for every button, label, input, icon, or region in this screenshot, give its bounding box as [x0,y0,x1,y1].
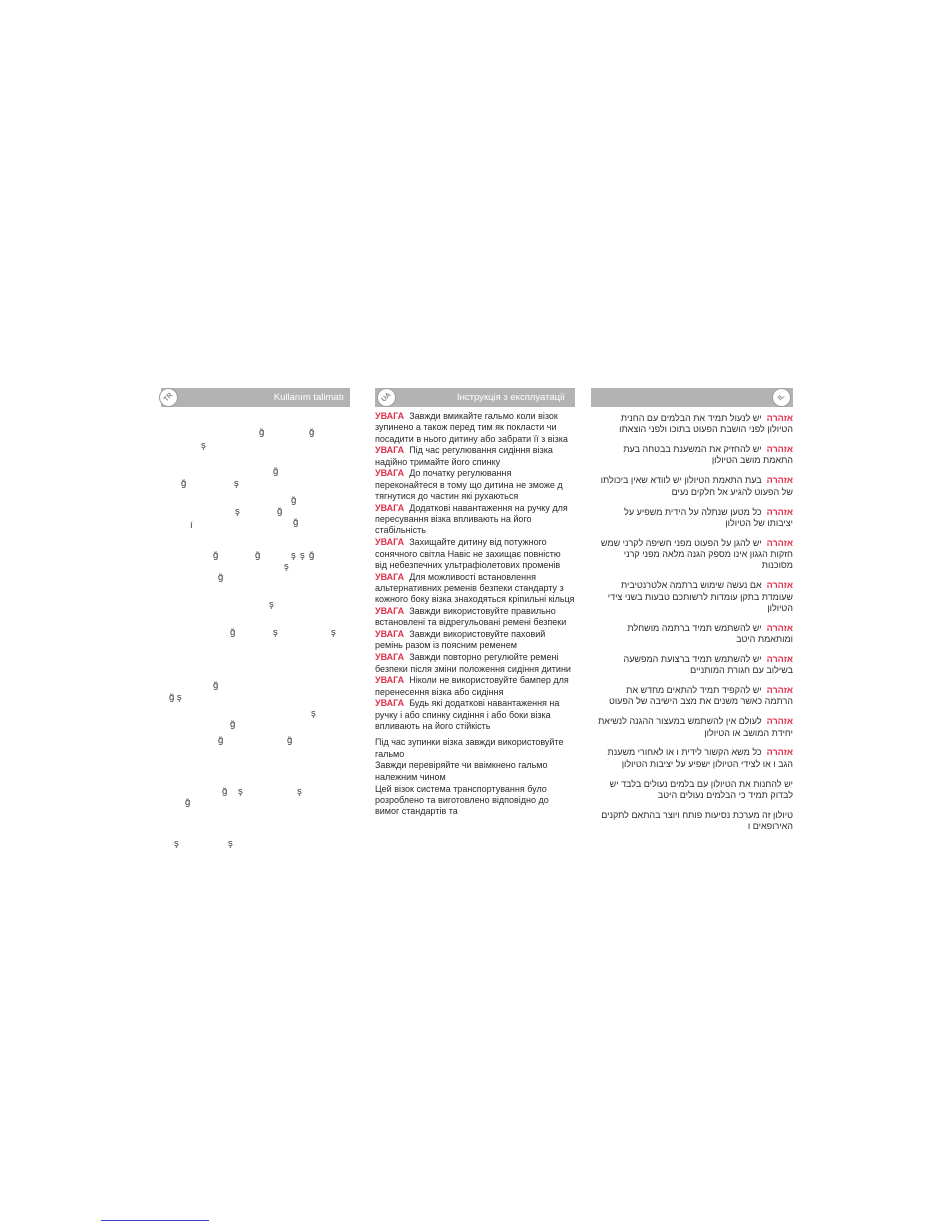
tr-glyph: ş [269,599,274,610]
tr-glyph: ğ [277,506,283,517]
warning-text: Захищайте дитину від потужного сонячного світла Навіс не захищає повністю від небезпечних ультрафіолетових променів [375,537,561,570]
ua-header-bar [375,388,575,407]
warning-label: אזהרה [766,444,793,455]
warning-label: УВАГА [375,411,405,421]
warning-label: אזהרה [766,413,793,423]
warning-text: Завжди використовуйте правильно встановлені та відрегульовані ремені безпеки [375,606,567,628]
turkish-column [161,388,350,849]
warning-text: Будь які додаткові навантаження на ручку і або спинку сидіння і або боки візка впливають на його стійкість [375,698,560,732]
tr-glyph: ğ [291,495,297,506]
ua-warning-item [375,411,575,445]
il-warning-item [597,538,793,572]
il-warning-item [597,507,793,530]
warning-text: אם נעשה שימוש ברתמה אלטרנטיבית שעומדת בתקן עומדות לרשותכם טבעות בשני צידי הטיולון [607,580,793,613]
warning-label: אזהרה [766,537,793,548]
tr-glyph: ş [273,627,278,638]
tr-glyph: ğ [293,517,299,528]
tr-glyph: ğ [222,786,228,797]
il-warning-item [597,580,793,614]
warning-text: יש להקפיד תמיד להתאים מחדש את הרתמה כאשר משנים את מצב הישיבה של הפעוט [608,685,793,707]
warning-text: יש להחזיק את המשענת בבטחה בעת התאמת מושב הטיולון [623,444,793,466]
tr-language-badge: TR [155,384,182,411]
warning-label: אזהרה [766,685,793,696]
warning-label: אזהרה [766,716,793,727]
il-note: טיולון זה מערכת נסיעות פותח ויוצר בהתאם לתקנים האירופאים ו [601,809,793,832]
tr-glyph: ğ [255,550,261,561]
ua-warning-item [375,468,575,502]
warning-label: УВАГА [375,468,405,479]
il-warning-item [597,475,793,498]
tr-glyph: ş [228,838,233,849]
warning-text: לעולם אין להשתמש במעצור ההגנה לנשיאת יחידת המושב או הטיולון [598,716,793,738]
tr-glyph: ş [174,838,179,849]
tr-glyph: ğ [259,427,265,438]
warning-label: УВАГА [375,698,405,709]
ua-warning-item [375,675,575,698]
footer-rule [101,1220,209,1221]
tr-glyph: ğ [181,478,187,489]
tr-header-title: Kullanım talimatı [273,392,344,403]
warning-label: УВАГА [375,502,405,513]
tr-glyph: ş [311,708,316,719]
il-warning-item [597,685,793,708]
tr-glyph: ğ [218,735,224,746]
warning-label: УВАГА [375,571,405,582]
warning-text: יש להגן על הפעוט מפני חשיפה לקרני שמש חזקות הגגון אינו מספק הגנה מלאה מפני קרני מסוכנות [600,537,793,571]
ua-warning-item [375,537,575,571]
tr-glyph: ş [238,786,243,797]
warning-label: אזהרה [766,580,793,591]
tr-glyph: ş [234,478,239,489]
warning-label: УВАГА [375,652,405,663]
warning-label: УВАГА [375,606,405,617]
tr-glyph: ğ [273,466,279,477]
warning-label: אזהרה [766,475,793,486]
tr-glyph: ğ [230,719,236,730]
warning-text: Під час регулювання сидіння візка надійно тримайте його спинку [375,445,553,467]
tr-glyph: ş [201,440,206,451]
warning-text: Ніколи не використовуйте бампер для перенесення візка або сидіння [375,675,569,697]
tr-body-text [161,407,350,849]
tr-glyph: ğ [309,550,315,561]
warning-text: Завжди повторно регулюйте ремені безпеки після зміни положення сидіння дитини [375,652,571,674]
tr-glyph: ğ ş [169,692,182,703]
ua-warning-item [375,503,575,537]
warning-text: יש לנעול תמיד את הבלמים עם החנית הטיולון לפני הושבת הפעוט בתוכו ולפני הוצאתו [619,413,793,435]
tr-glyph: ş [331,627,336,638]
ua-body-text [375,411,575,817]
il-warning-item [597,623,793,646]
warning-text: Завжди використовуйте паховий ремінь разом із поясним ременем [375,629,546,651]
warning-text: כל משא הקשור לידית ו או לאחורי משענת הגב ו או לצידי הטיולון ישפיע על יציבות הטיולון [607,747,793,769]
tr-glyph: ğ [185,797,191,808]
ua-warning-item [375,445,575,468]
ua-warning-item [375,606,575,629]
warning-text: בעת התאמת הטיולון יש לוודא שאין ביכולתו של הפעוט להגיע אל חלקים נעים [600,475,793,497]
il-warning-item [597,716,793,739]
ua-warning-item [375,629,575,652]
ua-note: Під час зупинки візка завжди використовуйте гальмо [375,737,564,759]
tr-glyph: ş [291,550,296,561]
warning-label: УВАГА [375,537,405,548]
warning-label: אזהרה [766,747,793,758]
tr-glyph: ş [284,561,289,572]
tr-glyph: ğ [287,735,293,746]
il-note: יש להחנות את הטיולון עם בלמים נעולים בלבד יש לבדוק תמיד כי הבלמים נעולים היטב [609,778,793,800]
ua-warning-item [375,652,575,675]
warning-text: יש להשתמש תמיד ברתמה מושחלת ומותאמת היטב [627,622,793,645]
tr-glyph: ğ [213,550,219,561]
tr-glyph: ş [300,550,305,561]
ua-note: Цей візок система транспортування було розроблено та виготовлено відповідно до вимог стандартів та [375,783,549,817]
warning-label: УВАГА [375,445,405,456]
il-body-text [591,413,793,832]
ua-header-title: Інструкція з експлуатації [457,392,565,403]
ukrainian-column [375,388,575,818]
ua-note: Завжди перевіряйте чи ввімкнено гальмо належним чином [375,760,548,782]
tr-glyph: ğ [218,572,224,583]
ua-warning-item [375,698,575,732]
tr-glyph: í [190,520,193,531]
il-header-bar [591,388,793,407]
il-warning-item [597,444,793,467]
tr-glyph: ğ [309,427,315,438]
warning-text: יש להשתמש תמיד ברצועת המפשעה בשילוב עם חגורת המותניים [623,653,793,676]
warning-text: До початку регулювання переконайтеся в тому що дитина не зможе д тягнутися до частин які рухаються [375,468,563,502]
warning-text: Завжди вмикайте гальмо коли візок зупинено а також перед тим як покласти чи посадити в нього дитину або забрати її з візка [375,411,568,444]
tr-glyph: ğ [213,680,219,691]
tr-glyph: ğ [230,627,236,638]
il-warning-item [597,413,793,436]
tr-glyph: ş [235,506,240,517]
warning-label: אזהרה [766,622,793,633]
warning-label: אזהרה [766,653,793,664]
il-warning-item [597,747,793,770]
tr-glyph: ş [297,786,302,797]
warning-label: אזהרה [766,506,793,517]
warning-label: УВАГА [375,629,405,640]
warning-text: Додаткові навантаження на ручку для пересування візка впливають на його стабільність [375,502,568,536]
il-warning-item [597,654,793,677]
warning-label: УВАГА [375,675,405,686]
warning-text: כל מטען שנתלה על הידית משפיע על יציבותו של הטיולון [624,506,793,528]
ua-language-badge: UA [373,384,400,411]
hebrew-column [591,388,793,841]
il-language-badge: IL [768,384,795,411]
tr-header-bar [161,388,350,407]
ua-warning-item [375,572,575,606]
warning-text: Для можливості встановлення альтернативних ременів безпеки стандарту з кожного боку візка знаходяться кріпильні кільця [375,571,575,605]
